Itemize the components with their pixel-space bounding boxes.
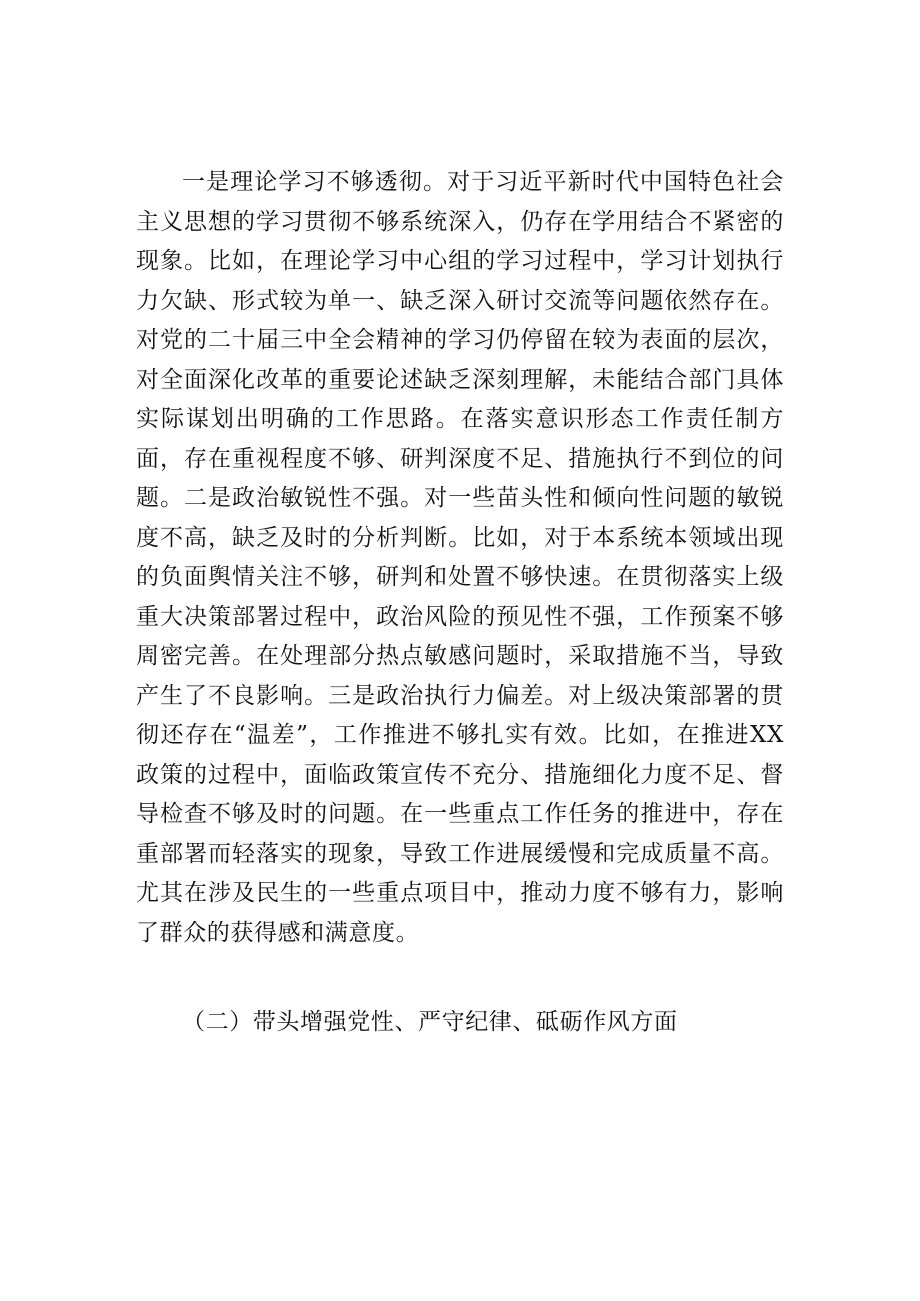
body-paragraph: 一是理论学习不够透彻。对于习近平新时代中国特色社会主义思想的学习贯彻不够系统深入，仍存在学用结合不紧密的现象。比如，在理论学习中心组的学习过程中，学习计划执行力欠缺、形式较为单一、缺乏深入研讨交流等问题依然存在。对党的二十届三中全会精神的学习仍停留在较为表面的层次，对全面深化改革的重要论述缺乏深刻理解，未能结合部门具体实际谋划出明确的工作思路。在落实意识形态工作责任制方面，存在重视程度不够、研判深度不足、措施执行不到位的问题。二是政治敏锐性不强。对一些苗头性和倾向性问题的敏锐度不高，缺乏及时的分析判断。比如，对于本系统本领域出现的负面舆情关注不够，研判和处置不够快速。在贯彻落实上级重大决策部署过程中，政治风险的预见性不强，工作预案不够周密完善。在处理部分热点敏感问题时，采取措施不当，导致产生了不良影响。三是政治执行力偏差。对上级决策部署的贯彻还存在“温差”，工作推进不够扎实有效。比如，在推进XX政策的过程中，面临政策宣传不充分、措施细化力度不足、督导检查不够及时的问题。在一些重点工作任务的推进中，存在重部署而轻落实的现象，导致工作进展缓慢和完成质量不高。尤其在涉及民生的一些重点项目中，推动力度不够有力，影响了群众的获得感和满意度。 xyxy=(136,169,784,946)
section-heading: （二）带头增强党性、严守纪律、砥砺作风方面 xyxy=(182,1009,678,1035)
